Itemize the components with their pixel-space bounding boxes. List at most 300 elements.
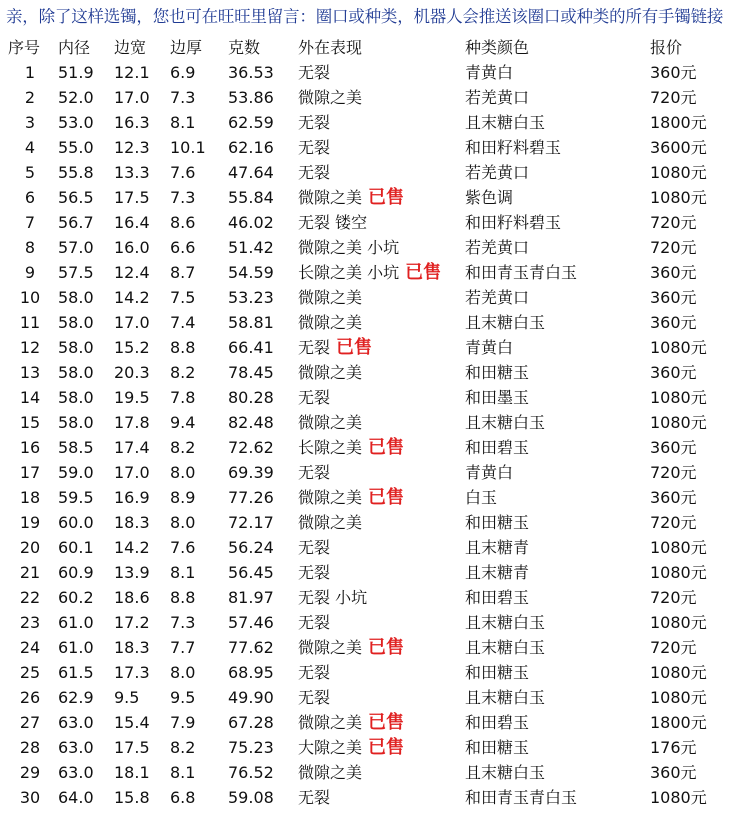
table-row: [0, 660, 751, 685]
cell-type-color: 和田青玉青白玉: [465, 788, 578, 807]
cell-width: 17.8: [114, 413, 150, 432]
cell-inner: 61.0: [58, 613, 94, 632]
cell-inner: 59.0: [58, 463, 94, 482]
table-row: [0, 210, 751, 235]
cell-inner: 55.0: [58, 138, 94, 157]
cell-width: 16.4: [114, 213, 150, 232]
cell-price: 1080元: [650, 413, 707, 432]
cell-type-color: 和田糖玉: [465, 663, 530, 682]
cell-width: 17.5: [114, 738, 150, 757]
cell-no: 19: [19, 513, 41, 532]
cell-no: 1: [24, 63, 36, 82]
appearance-text: 微隙之美: [298, 188, 363, 207]
cell-width: 18.6: [114, 588, 150, 607]
cell-appearance: [298, 435, 463, 460]
cell-thickness: 7.9: [170, 713, 196, 732]
cell-no: 5: [24, 163, 36, 182]
cell-width: 12.1: [114, 63, 150, 82]
cell-no: 9: [24, 263, 36, 282]
cell-type-color: 和田籽料碧玉: [465, 213, 562, 232]
cell-type-color: 和田青玉青白玉: [465, 263, 578, 282]
header-type-color: 种类颜色: [465, 38, 530, 57]
appearance-text: 微隙之美: [298, 638, 363, 657]
cell-weight: 81.97: [228, 588, 274, 607]
table-row: [0, 785, 751, 810]
cell-type-color: 和田碧玉: [465, 438, 530, 457]
cell-thickness: 7.8: [170, 388, 196, 407]
cell-width: 12.4: [114, 263, 150, 282]
cell-thickness: 6.6: [170, 238, 196, 257]
table-row: [0, 160, 751, 185]
cell-price: 1800元: [650, 113, 707, 132]
cell-width: 17.4: [114, 438, 150, 457]
header-inner: 内径: [58, 38, 91, 57]
cell-price: 720元: [650, 638, 697, 657]
table-header: [0, 36, 751, 60]
table-row: [0, 485, 751, 510]
cell-appearance: [298, 310, 463, 335]
cell-type-color: 若羌黄口: [465, 163, 530, 182]
appearance-text: 微隙之美: [298, 513, 363, 532]
cell-width: 16.9: [114, 488, 150, 507]
table-row: [0, 510, 751, 535]
cell-no: 8: [24, 238, 36, 257]
cell-price: 1080元: [650, 613, 707, 632]
cell-thickness: 7.5: [170, 288, 196, 307]
cell-inner: 61.0: [58, 638, 94, 657]
table-row: [0, 460, 751, 485]
cell-type-color: 和田籽料碧玉: [465, 138, 562, 157]
cell-price: 360元: [650, 438, 697, 457]
cell-width: 17.5: [114, 188, 150, 207]
appearance-text: 微隙之美: [298, 88, 363, 107]
cell-thickness: 7.6: [170, 163, 196, 182]
cell-width: 15.8: [114, 788, 150, 807]
cell-no: 6: [24, 188, 36, 207]
cell-appearance: [298, 785, 463, 810]
cell-inner: 61.5: [58, 663, 94, 682]
cell-inner: 63.0: [58, 713, 94, 732]
cell-weight: 77.62: [228, 638, 274, 657]
cell-no: 16: [19, 438, 41, 457]
cell-type-color: 紫色调: [465, 188, 514, 207]
cell-inner: 58.0: [58, 363, 94, 382]
table-row: [0, 260, 751, 285]
cell-thickness: 6.9: [170, 63, 196, 82]
cell-inner: 58.0: [58, 338, 94, 357]
cell-thickness: 7.3: [170, 88, 196, 107]
cell-inner: 60.0: [58, 513, 94, 532]
cell-width: 19.5: [114, 388, 150, 407]
cell-appearance: [298, 710, 463, 735]
cell-width: 13.9: [114, 563, 150, 582]
cell-width: 16.3: [114, 113, 150, 132]
cell-price: 360元: [650, 263, 697, 282]
cell-inner: 56.7: [58, 213, 94, 232]
sold-badge: 已售: [405, 262, 442, 283]
cell-no: 3: [24, 113, 36, 132]
cell-thickness: 8.8: [170, 588, 196, 607]
cell-inner: 53.0: [58, 113, 94, 132]
cell-weight: 36.53: [228, 63, 274, 82]
cell-inner: 58.5: [58, 438, 94, 457]
cell-weight: 82.48: [228, 413, 274, 432]
cell-inner: 55.8: [58, 163, 94, 182]
cell-type-color: 若羌黄口: [465, 238, 530, 257]
appearance-text: 大隙之美: [298, 738, 363, 757]
cell-width: 14.2: [114, 538, 150, 557]
cell-price: 1080元: [650, 163, 707, 182]
appearance-text: 微隙之美: [298, 713, 363, 732]
cell-weight: 56.45: [228, 563, 274, 582]
cell-no: 28: [19, 738, 41, 757]
appearance-text: 无裂: [298, 138, 331, 157]
cell-type-color: 青黄白: [465, 63, 514, 82]
appearance-text: 无裂 镂空: [298, 213, 368, 232]
cell-width: 17.2: [114, 613, 150, 632]
cell-type-color: 青黄白: [465, 338, 514, 357]
cell-thickness: 7.3: [170, 188, 196, 207]
cell-weight: 54.59: [228, 263, 274, 282]
cell-no: 25: [19, 663, 41, 682]
cell-weight: 68.95: [228, 663, 274, 682]
cell-inner: 52.0: [58, 88, 94, 107]
cell-thickness: 8.0: [170, 663, 196, 682]
cell-appearance: [298, 635, 463, 660]
cell-type-color: 且末糖青: [465, 563, 530, 582]
appearance-text: 无裂: [298, 663, 331, 682]
bracelet-table: [0, 36, 751, 810]
cell-width: 12.3: [114, 138, 150, 157]
table-row: [0, 135, 751, 160]
cell-price: 1080元: [650, 563, 707, 582]
cell-type-color: 和田糖玉: [465, 363, 530, 382]
cell-price: 1080元: [650, 388, 707, 407]
cell-weight: 62.16: [228, 138, 274, 157]
sold-badge: 已售: [336, 337, 373, 358]
table-row: [0, 635, 751, 660]
cell-no: 18: [19, 488, 41, 507]
header-weight: 克数: [228, 38, 261, 57]
cell-appearance: [298, 185, 463, 210]
cell-inner: 51.9: [58, 63, 94, 82]
cell-weight: 57.46: [228, 613, 274, 632]
appearance-text: 无裂: [298, 163, 331, 182]
cell-type-color: 青黄白: [465, 463, 514, 482]
cell-price: 176元: [650, 738, 697, 757]
appearance-text: 无裂: [298, 388, 331, 407]
cell-weight: 67.28: [228, 713, 274, 732]
cell-appearance: [298, 385, 463, 410]
appearance-text: 微隙之美: [298, 763, 363, 782]
appearance-text: 无裂: [298, 538, 331, 557]
sold-badge: 已售: [368, 712, 405, 733]
sold-badge: 已售: [368, 737, 405, 758]
cell-inner: 58.0: [58, 288, 94, 307]
cell-inner: 59.5: [58, 488, 94, 507]
cell-width: 9.5: [114, 688, 140, 707]
cell-price: 720元: [650, 213, 697, 232]
cell-no: 21: [19, 563, 41, 582]
cell-width: 20.3: [114, 363, 150, 382]
cell-inner: 56.5: [58, 188, 94, 207]
cell-thickness: 8.6: [170, 213, 196, 232]
cell-weight: 76.52: [228, 763, 274, 782]
cell-no: 4: [24, 138, 36, 157]
cell-thickness: 7.4: [170, 313, 196, 332]
cell-inner: 58.0: [58, 313, 94, 332]
cell-weight: 59.08: [228, 788, 274, 807]
cell-thickness: 8.1: [170, 113, 196, 132]
table-row: [0, 535, 751, 560]
table-row: [0, 610, 751, 635]
cell-appearance: [298, 585, 463, 610]
cell-no: 12: [19, 338, 41, 357]
cell-width: 17.0: [114, 313, 150, 332]
cell-type-color: 和田糖玉: [465, 738, 530, 757]
cell-appearance: [298, 535, 463, 560]
cell-type-color: 和田墨玉: [465, 388, 530, 407]
cell-thickness: 8.2: [170, 363, 196, 382]
cell-width: 14.2: [114, 288, 150, 307]
cell-no: 15: [19, 413, 41, 432]
cell-appearance: [298, 735, 463, 760]
cell-width: 18.1: [114, 763, 150, 782]
cell-thickness: 7.7: [170, 638, 196, 657]
cell-width: 16.0: [114, 238, 150, 257]
cell-thickness: 6.8: [170, 788, 196, 807]
table-row: [0, 410, 751, 435]
sold-badge: 已售: [368, 437, 405, 458]
table-row: [0, 310, 751, 335]
cell-appearance: [298, 410, 463, 435]
cell-type-color: 白玉: [465, 488, 498, 507]
header-price: 报价: [650, 38, 683, 57]
table-row: [0, 760, 751, 785]
cell-weight: 58.81: [228, 313, 274, 332]
cell-appearance: [298, 485, 463, 510]
table-row: [0, 335, 751, 360]
cell-price: 1800元: [650, 713, 707, 732]
cell-thickness: 8.1: [170, 763, 196, 782]
cell-appearance: [298, 235, 463, 260]
cell-thickness: 8.2: [170, 738, 196, 757]
sold-badge: 已售: [368, 637, 405, 658]
cell-type-color: 且末糖白玉: [465, 313, 546, 332]
appearance-text: 微隙之美: [298, 313, 363, 332]
cell-width: 15.4: [114, 713, 150, 732]
cell-width: 17.0: [114, 463, 150, 482]
appearance-text: 微隙之美: [298, 413, 363, 432]
cell-appearance: [298, 135, 463, 160]
table-row: [0, 60, 751, 85]
sold-badge: 已售: [368, 187, 405, 208]
cell-weight: 51.42: [228, 238, 274, 257]
cell-inner: 58.0: [58, 388, 94, 407]
cell-no: 10: [19, 288, 41, 307]
cell-appearance: [298, 160, 463, 185]
cell-no: 23: [19, 613, 41, 632]
appearance-text: 无裂: [298, 463, 331, 482]
cell-width: 18.3: [114, 513, 150, 532]
cell-type-color: 若羌黄口: [465, 288, 530, 307]
header-appearance: 外在表现: [298, 38, 363, 57]
cell-appearance: [298, 660, 463, 685]
cell-type-color: 且末糖白玉: [465, 688, 546, 707]
cell-weight: 66.41: [228, 338, 274, 357]
cell-inner: 60.9: [58, 563, 94, 582]
cell-appearance: [298, 260, 463, 285]
table-row: [0, 560, 751, 585]
cell-price: 1080元: [650, 538, 707, 557]
notice-text: 亲，除了这样选镯，您也可在旺旺里留言：圈口或种类，机器人会推送该圈口或种类的所有手镯链接: [6, 7, 724, 26]
cell-type-color: 且末糖白玉: [465, 763, 546, 782]
cell-appearance: [298, 335, 463, 360]
cell-weight: 53.86: [228, 88, 274, 107]
cell-weight: 69.39: [228, 463, 274, 482]
cell-width: 17.0: [114, 88, 150, 107]
sold-badge: 已售: [368, 487, 405, 508]
appearance-text: 长隙之美 小坑: [298, 263, 400, 282]
cell-thickness: 8.2: [170, 438, 196, 457]
table-row: [0, 385, 751, 410]
cell-weight: 72.62: [228, 438, 274, 457]
cell-no: 11: [19, 313, 41, 332]
cell-width: 13.3: [114, 163, 150, 182]
cell-weight: 55.84: [228, 188, 274, 207]
cell-no: 26: [19, 688, 41, 707]
cell-weight: 62.59: [228, 113, 274, 132]
table-row: [0, 585, 751, 610]
cell-price: 1080元: [650, 688, 707, 707]
table-row: [0, 685, 751, 710]
cell-appearance: [298, 685, 463, 710]
appearance-text: 长隙之美: [298, 438, 363, 457]
table-row: [0, 435, 751, 460]
cell-no: 13: [19, 363, 41, 382]
cell-type-color: 和田糖玉: [465, 513, 530, 532]
cell-appearance: [298, 510, 463, 535]
cell-thickness: 8.8: [170, 338, 196, 357]
header-no: 序号: [8, 38, 41, 57]
cell-type-color: 且末糖白玉: [465, 613, 546, 632]
cell-thickness: 9.5: [170, 688, 196, 707]
cell-thickness: 7.6: [170, 538, 196, 557]
cell-weight: 56.24: [228, 538, 274, 557]
appearance-text: 无裂: [298, 338, 331, 357]
cell-price: 360元: [650, 763, 697, 782]
cell-thickness: 7.3: [170, 613, 196, 632]
cell-appearance: [298, 85, 463, 110]
table-row: [0, 185, 751, 210]
cell-weight: 80.28: [228, 388, 274, 407]
cell-appearance: [298, 285, 463, 310]
cell-type-color: 且末糖白玉: [465, 638, 546, 657]
cell-appearance: [298, 210, 463, 235]
table-row: [0, 285, 751, 310]
cell-appearance: [298, 760, 463, 785]
cell-price: 720元: [650, 88, 697, 107]
cell-price: 1080元: [650, 188, 707, 207]
appearance-text: 无裂: [298, 688, 331, 707]
cell-width: 15.2: [114, 338, 150, 357]
cell-thickness: 8.0: [170, 463, 196, 482]
cell-type-color: 且末糖白玉: [465, 413, 546, 432]
table-row: [0, 360, 751, 385]
cell-thickness: 8.1: [170, 563, 196, 582]
cell-inner: 63.0: [58, 738, 94, 757]
cell-price: 360元: [650, 63, 697, 82]
table-row: [0, 735, 751, 760]
cell-price: 1080元: [650, 338, 707, 357]
table-row: [0, 85, 751, 110]
cell-thickness: 8.9: [170, 488, 196, 507]
cell-type-color: 和田碧玉: [465, 588, 530, 607]
header-width: 边宽: [114, 38, 147, 57]
cell-inner: 58.0: [58, 413, 94, 432]
cell-appearance: [298, 360, 463, 385]
cell-inner: 62.9: [58, 688, 94, 707]
table-row: [0, 235, 751, 260]
cell-width: 17.3: [114, 663, 150, 682]
cell-thickness: 10.1: [170, 138, 206, 157]
table-body: [0, 60, 751, 810]
cell-weight: 72.17: [228, 513, 274, 532]
cell-price: 720元: [650, 588, 697, 607]
cell-no: 17: [19, 463, 41, 482]
cell-inner: 57.5: [58, 263, 94, 282]
cell-price: 360元: [650, 288, 697, 307]
appearance-text: 无裂 小坑: [298, 588, 368, 607]
cell-thickness: 8.0: [170, 513, 196, 532]
cell-inner: 60.1: [58, 538, 94, 557]
cell-inner: 60.2: [58, 588, 94, 607]
cell-no: 22: [19, 588, 41, 607]
cell-weight: 47.64: [228, 163, 274, 182]
appearance-text: 微隙之美 小坑: [298, 238, 400, 257]
cell-weight: 53.23: [228, 288, 274, 307]
cell-weight: 49.90: [228, 688, 274, 707]
cell-price: 360元: [650, 363, 697, 382]
appearance-text: 微隙之美: [298, 363, 363, 382]
cell-appearance: [298, 560, 463, 585]
cell-weight: 46.02: [228, 213, 274, 232]
cell-weight: 78.45: [228, 363, 274, 382]
cell-thickness: 8.7: [170, 263, 196, 282]
table-row: [0, 710, 751, 735]
cell-inner: 63.0: [58, 763, 94, 782]
cell-weight: 77.26: [228, 488, 274, 507]
appearance-text: 无裂: [298, 788, 331, 807]
cell-type-color: 和田碧玉: [465, 713, 530, 732]
cell-appearance: [298, 610, 463, 635]
header-thickness: 边厚: [170, 38, 203, 57]
cell-price: 360元: [650, 313, 697, 332]
cell-appearance: [298, 460, 463, 485]
cell-no: 2: [24, 88, 36, 107]
cell-no: 27: [19, 713, 41, 732]
cell-width: 18.3: [114, 638, 150, 657]
cell-no: 24: [19, 638, 41, 657]
appearance-text: 微隙之美: [298, 488, 363, 507]
cell-no: 7: [24, 213, 36, 232]
cell-appearance: [298, 110, 463, 135]
appearance-text: 无裂: [298, 113, 331, 132]
cell-price: 3600元: [650, 138, 707, 157]
cell-weight: 75.23: [228, 738, 274, 757]
cell-price: 1080元: [650, 663, 707, 682]
cell-price: 720元: [650, 238, 697, 257]
